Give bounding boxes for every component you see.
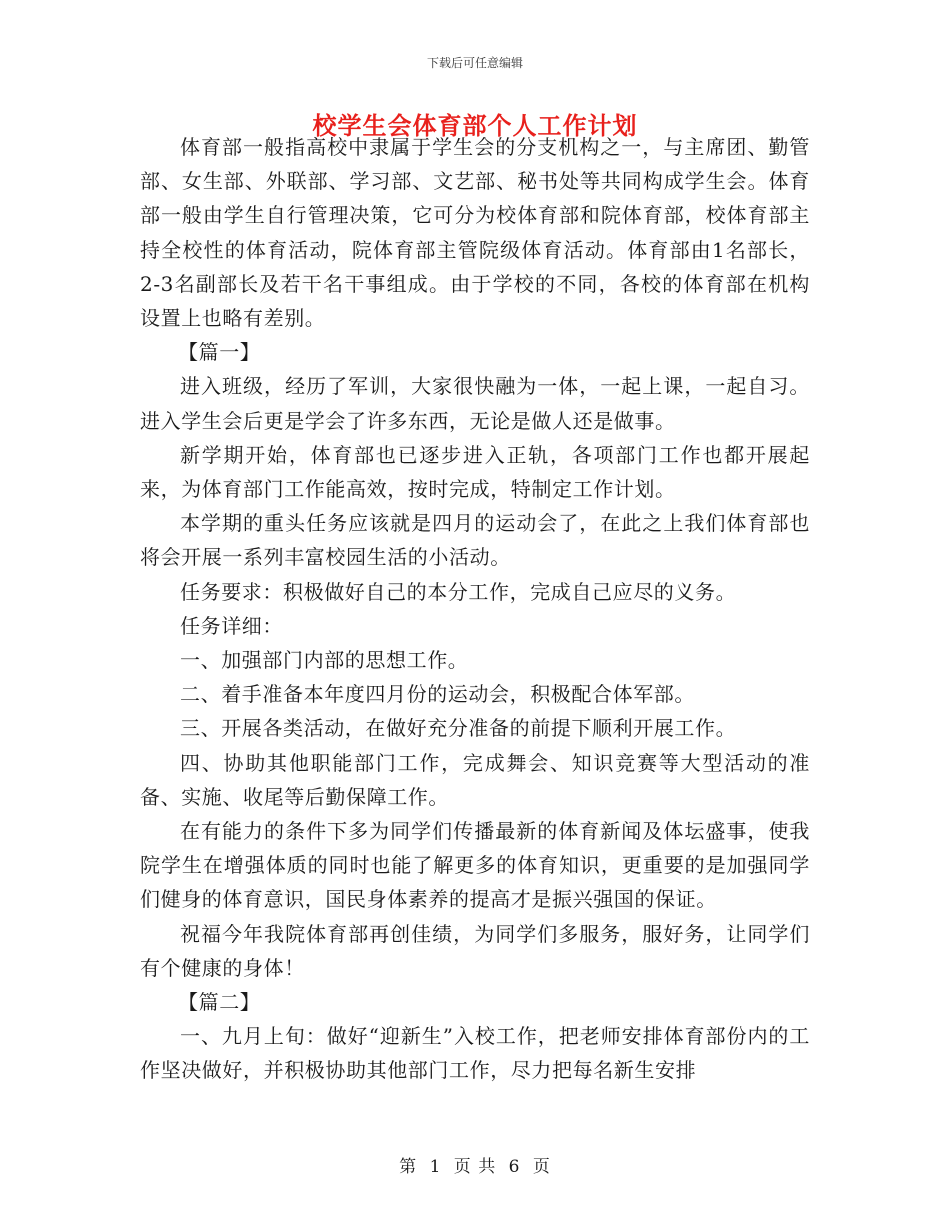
section-heading-1: 【篇一】 bbox=[178, 340, 261, 365]
list-item: 四、协助其他职能部门工作，完成舞会、知识竞赛等大型活动的准备、实施、收尾等后勤保障工作。 bbox=[140, 750, 810, 809]
document-body bbox=[140, 130, 810, 1088]
list-item: 一、加强部门内部的思想工作。 bbox=[180, 648, 469, 673]
list-item: 三、开展各类活动，在做好充分准备的前提下顺利开展工作。 bbox=[180, 716, 737, 741]
paragraph: 任务详细： bbox=[180, 613, 283, 638]
paragraph-intro: 体育部一般指高校中隶属于学生会的分支机构之一，与主席团、勤管部、女生部、外联部、学习部、文艺部、秘书处等共同构成学生会。体育部一般由学生自行管理决策，它可分为校体育部和院体育部，校体育部主持全校性的体育活动，院体育部主管院级体育活动。体育部由1名部长，2-3名副部长及若干名干事组成。由于学校的不同，各校的体育部在机构设置上也略有差别。 bbox=[140, 135, 810, 331]
footer-prefix: 第 bbox=[399, 1157, 418, 1177]
paragraph: 本学期的重头任务应该就是四月的运动会了，在此之上我们体育部也将会开展一系列丰富校园生活的小活动。 bbox=[140, 511, 810, 570]
paragraph: 进入班级，经历了军训，大家很快融为一体，一起上课，一起自习。进入学生会后更是学会了许多东西，无论是做人还是做事。 bbox=[140, 374, 810, 433]
footer-total-pages: 6 bbox=[508, 1157, 521, 1177]
list-item: 二、着手准备本年度四月份的运动会，积极配合体军部。 bbox=[180, 682, 695, 707]
section-heading-2: 【篇二】 bbox=[178, 990, 261, 1015]
paragraph: 祝福今年我院体育部再创佳绩，为同学们多服务，服好务，让同学们有个健康的身体！ bbox=[140, 921, 810, 980]
document-title: 校学生会体育部个人工作计划 bbox=[312, 111, 638, 140]
paragraph: 在有能力的条件下多为同学们传播最新的体育新闻及体坛盛事，使我院学生在增强体质的同时也能了解更多的体育知识，更重要的是加强同学们健身的体育意识，国民身体素养的提高才是振兴强国的保证。 bbox=[140, 819, 810, 912]
footer-current-page: 1 bbox=[429, 1157, 442, 1177]
paragraph: 任务要求：积极做好自己的本分工作，完成自己应尽的义务。 bbox=[180, 579, 737, 604]
paragraph: 新学期开始，体育部也已逐步进入正轨，各项部门工作也都开展起来，为体育部门工作能高效，按时完成，特制定工作计划。 bbox=[140, 442, 810, 502]
header-note: 下载后可任意编辑 bbox=[426, 56, 523, 70]
footer-suffix: 页 bbox=[532, 1157, 551, 1177]
paragraph: 一、九月上旬：做好“迎新生”入校工作，把老师安排体育部份内的工作坚决做好，并积极协助其他部门工作，尽力把每名新生安排 bbox=[140, 1024, 810, 1083]
footer-middle: 页 共 bbox=[453, 1157, 497, 1177]
page-footer bbox=[0, 1152, 950, 1177]
